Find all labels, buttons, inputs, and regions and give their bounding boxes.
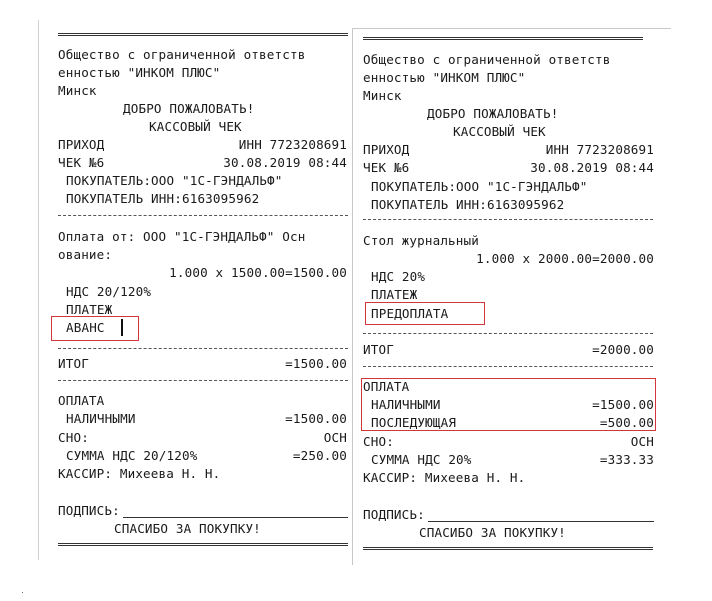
signature-label: ПОДПИСЬ: (58, 503, 120, 518)
vat-rate: НДС 20/120% (66, 284, 152, 299)
separator-double (58, 33, 348, 36)
separator-dashed (363, 219, 653, 220)
item-description-line2: ование: (58, 247, 113, 262)
welcome-text: ДОБРО ПОЖАЛОВАТЬ! (123, 101, 255, 116)
operation-type: ПРИХОД (363, 142, 410, 157)
total-value: =2000.00 (592, 342, 654, 357)
highlight-predoplata (365, 302, 485, 325)
inn: ИНН 7723208691 (545, 142, 654, 157)
buyer-inn: ПОКУПАТЕЛЬ ИНН:6163095962 (371, 197, 565, 212)
signature-line (123, 517, 348, 518)
thanks-text: СПАСИБО ЗА ПОКУПКУ! (419, 525, 566, 540)
separator-double (363, 547, 653, 550)
cash-label: НАЛИЧНЫМИ (66, 411, 136, 426)
highlight-avans (51, 316, 139, 341)
buyer-inn: ПОКУПАТЕЛЬ ИНН:6163095962 (66, 191, 260, 206)
inn: ИНН 7723208691 (238, 137, 347, 152)
doc-type: КАССОВЫЙ ЧЕК (149, 119, 242, 134)
total-label: ИТОГ (363, 342, 394, 357)
company-name-line2: енностью "ИНКОМ ПЛЮС" (58, 65, 221, 80)
receipt-left (38, 20, 349, 560)
vat-rate: НДС 20% (371, 269, 426, 284)
item-calculation: 1.000 х 1500.00=1500.00 (169, 265, 347, 280)
payment-type: АВАНС (66, 320, 105, 335)
cash-value: =1500.00 (285, 411, 347, 426)
company-name-line1: Общество с ограниченной ответств (363, 52, 611, 67)
stray-dot (22, 592, 23, 593)
city: Минск (58, 83, 97, 98)
buyer: ПОКУПАТЕЛЬ:ООО "1С-ГЭНДАЛЬФ" (66, 173, 283, 188)
signature-label: ПОДПИСЬ: (363, 507, 425, 522)
vat-sum-label: СУММА НДС 20% (371, 452, 472, 467)
vat-sum-value: =333.33 (599, 452, 654, 467)
vat-sum-value: =250.00 (292, 448, 347, 463)
payment-type: ПРЕДОПЛАТА (371, 306, 449, 321)
check-datetime: 30.08.2019 08:44 (530, 160, 654, 175)
cashier: КАССИР: Михеева Н. Н. (363, 470, 526, 485)
cash-value: =1500.00 (592, 397, 654, 412)
item-description-line1: Оплата от: ООО "1С-ГЭНДАЛЬФ" Осн (58, 229, 306, 244)
sno-value: ОСН (323, 430, 347, 445)
vat-sum-label: СУММА НДС 20/120% (66, 448, 198, 463)
doc-type: КАССОВЫЙ ЧЕК (453, 124, 546, 139)
later-payment-value: =500.00 (599, 415, 654, 430)
separator-double (58, 543, 348, 546)
check-number: ЧЕК №6 (363, 160, 410, 175)
separator-dashed (363, 366, 653, 367)
item-name: Стол журнальный (363, 233, 479, 248)
sno-label: СНО: (58, 430, 89, 445)
sno-value: ОСН (630, 434, 654, 449)
payment-header: ОПЛАТА (58, 393, 105, 408)
company-name-line2: енностью "ИНКОМ ПЛЮС" (363, 70, 526, 85)
item-calculation: 1.000 х 2000.00=2000.00 (476, 251, 654, 266)
highlight-payment-block (361, 378, 656, 431)
signature-line (428, 521, 654, 522)
check-datetime: 30.08.2019 08:44 (223, 155, 347, 170)
thanks-text: СПАСИБО ЗА ПОКУПКУ! (114, 521, 261, 536)
sno-label: СНО: (363, 434, 394, 449)
payment-label: ПЛАТЕЖ (66, 302, 113, 317)
separator-dashed (58, 215, 348, 216)
separator-double (363, 37, 643, 40)
cash-label: НАЛИЧНЫМИ (371, 397, 441, 412)
receipt-right (352, 28, 671, 565)
later-payment-label: ПОСЛЕДУЮЩАЯ (371, 415, 457, 430)
payment-header: ОПЛАТА (363, 379, 410, 394)
separator-dashed (363, 333, 653, 334)
check-number: ЧЕК №6 (58, 155, 105, 170)
total-value: =1500.00 (285, 356, 347, 371)
company-name-line1: Общество с ограниченной ответств (58, 47, 306, 62)
operation-type: ПРИХОД (58, 137, 105, 152)
cashier: КАССИР: Михеева Н. Н. (58, 466, 221, 481)
payment-label: ПЛАТЕЖ (371, 287, 418, 302)
total-label: ИТОГ (58, 356, 89, 371)
separator-dashed (58, 348, 348, 349)
buyer: ПОКУПАТЕЛЬ:ООО "1С-ГЭНДАЛЬФ" (371, 179, 588, 194)
city: Минск (363, 88, 402, 103)
separator-dashed (58, 380, 348, 381)
welcome-text: ДОБРО ПОЖАЛОВАТЬ! (427, 106, 559, 121)
